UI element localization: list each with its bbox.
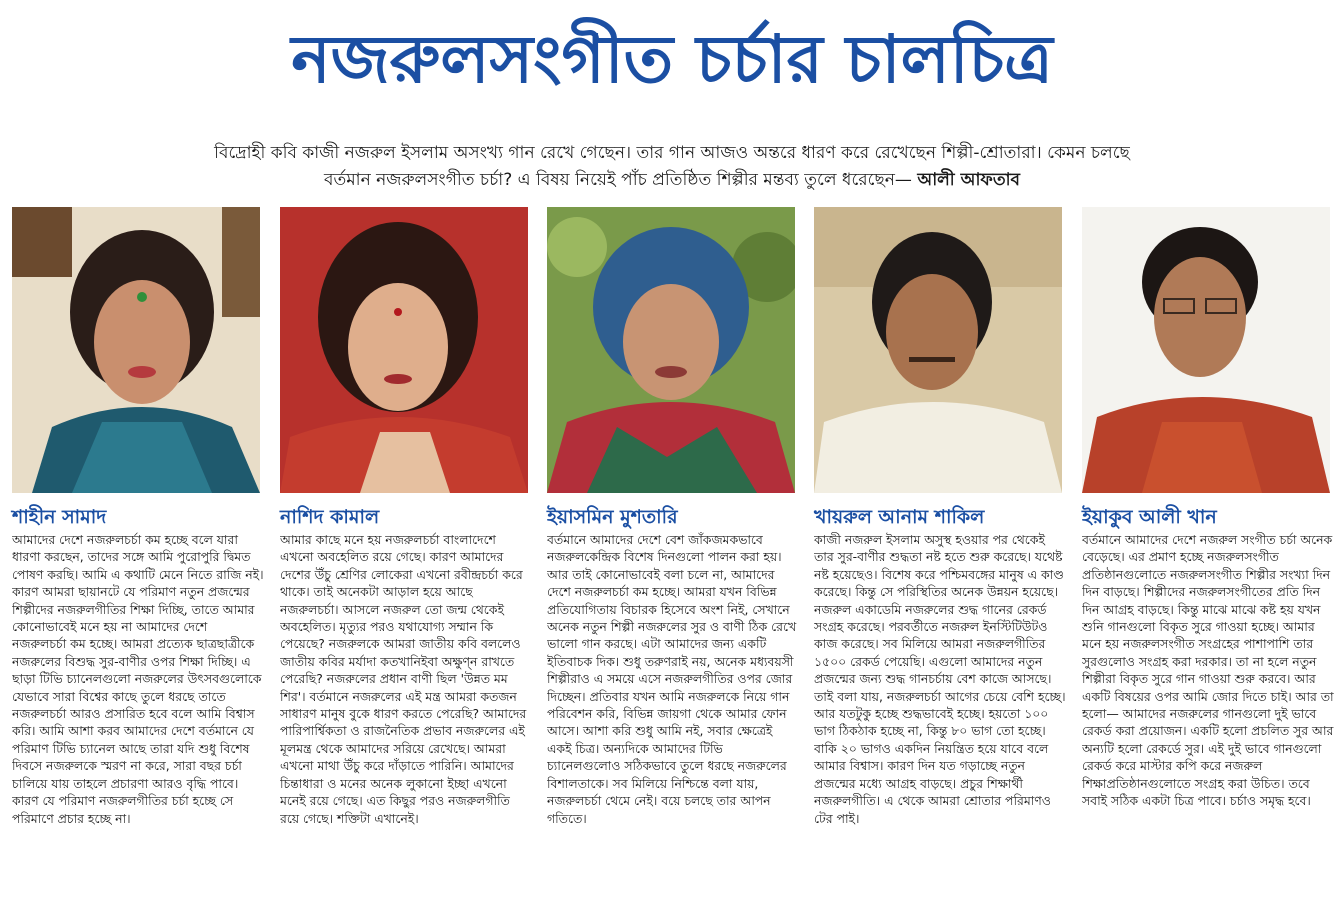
artist-comment-3: বর্তমানে আমাদের দেশে বেশ জাঁকজমকভাবে নজরুলকেন্দ্রিক বিশেষ দিনগুলো পালন করা হয়। আর তাই কোনোভাবেই বলা চলে না, আমাদের দেশে নজরুলচর্চা কম হচ্ছে। আমরা যখন বিভিন্ন প্রতিযোগিতায় বিচারক হিসেবে অংশ নিই, সেখানে অনেক নতুন শিল্পী নজরুলের সুর ও বাণী ঠিক রেখে ভালো গান করছে। এটা আমাদের জন্য একটি ইতিবাচক দিক। শুধু তরুণরাই নয়, অনেক মধ্যবয়সী শিল্পীরাও এ সময়ে এসে নজরুলগীতির ওপর জোর দিচ্ছেন। প্রতিবার যখন আমি নজরুলকে নিয়ে গান পরিবেশন করি, বিভিন্ন জায়গা থেকে আমার ফোন আসে। আশা করি শুধু আমি নই, সবার ক্ষেত্রেই একই চিত্র। অন্যদিকে আমাদের টিভি চ্যানেলগুলোও সঠিকভাবে তুলে ধরছে নজরুলের বিশালতাকে। সব মিলিয়ে নিশ্চিন্তে বলা যায়, নজরুলচর্চা থেমে নেই। বয়ে চলছে তার আপন গতিতে।	[547, 532, 797, 826]
intro-paragraph	[60, 140, 1284, 194]
artist-name-3: ইয়াসমিন মুশতারি	[547, 506, 678, 528]
artist-comment-4: কাজী নজরুল ইসলাম অসুস্থ হওয়ার পর থেকেই তার সুর-বাণীর শুদ্ধতা নষ্ট হতে শুরু করেছে। যথেষ্ট নষ্ট হয়েছেও। বিশেষ করে পশ্চিমবঙ্গের মানুষ এ কাণ্ড করেছে। কিন্তু সে পরিস্থিতির অনেক উন্নয়ন হয়েছে। নজরুল একাডেমি নজরুলের শুদ্ধ গানের রেকর্ড সংগ্রহ করেছে। পরবর্তীতে নজরুল ইনস্টিটিউটও কাজ করেছে। সব মিলিয়ে আমরা নজরুলগীতির ১৫০০ রেকর্ড পেয়েছি। এগুলো আমাদের নতুন প্রজন্মের জন্য শুদ্ধ গানচর্চায় বেশ কাজে আসছে। তাই বলা যায়, নজরুলচর্চা আগের চেয়ে বেশি হচ্ছে। আর যতটুকু হচ্ছে শুদ্ধভাবেই হচ্ছে। হয়তো ১০০ ভাগ ঠিকঠাক হচ্ছে না, কিন্তু ৮০ ভাগ তো হচ্ছে। বাকি ২০ ভাগও একদিন নিয়ন্ত্রিত হয়ে যাবে বলে আমার বিশ্বাস। কারণ দিন যত গড়াচ্ছে নতুন প্রজন্মের মধ্যে আগ্রহ বাড়ছে। প্রচুর শিক্ষার্থী নজরুলগীতি। এ থেকে আমরা শ্রোতার পরিমাণও টের পাই।	[814, 532, 1066, 826]
headline: নজরুলসংগীত চর্চার চালচিত্র	[291, 21, 1053, 98]
artist-photo-4	[814, 207, 1062, 493]
artist-comment-2: আমার কাছে মনে হয় নজরুলচর্চা বাংলাদেশে এখনো অবহেলিত রয়ে গেছে। কারণ আমাদের দেশের উঁচু শ্রেণির লোকেরা এখনো রবীন্দ্রচর্চা করে থাকে। তাই অনেকটা আড়াল হয়ে আছে নজরুলচর্চা। আসলে নজরুল তো জন্ম থেকেই অবহেলিত। মৃত্যুর পরও যথাযোগ্য সম্মান কি পেয়েছে? নজরুলকে আমরা জাতীয় কবি বললেও জাতীয় কবির মর্যাদা কতখানিইবা অক্ষুণ্ন রাখতে পেরেছি? নজরুলের প্রধান বাণী ছিল 'উন্নত মম শির'। বর্তমানে নজরুলের এই মন্ত্র আমরা কতজন সাধারণ মানুষ বুকে ধারণ করতে পেরেছি? আমাদের পারিপার্শ্বিকতা ও রাজনৈতিক প্রভাব নজরুলের এই মূলমন্ত্র থেকে আমাদের সরিয়ে রেখেছে। আমরা এখনো মাথা উঁচু করে দাঁড়াতে পারিনি। আমাদের চিন্তাধারা ও মনের অনেক লুকানো ইচ্ছা এখনো মনেই রয়ে গেছে। এত কিছুর পরও নজরুলগীতি রয়ে গেছে। শক্তিটা এখানেই।	[280, 532, 527, 826]
intro-line-2-text: বর্তমান নজরুলসংগীত চর্চা? এ বিষয় নিয়েই পাঁচ প্রতিষ্ঠিত শিল্পীর মন্তব্য তুলে ধরেছেন—	[324, 170, 912, 190]
artist-name-5: ইয়াকুব আলী খান	[1082, 506, 1217, 528]
intro-line-1: বিদ্রোহী কবি কাজী নজরুল ইসলাম অসংখ্য গান রেখে গেছেন। তার গান আজও অন্তরে ধারণ করে রেখেছেন শিল্পী-শ্রোতারা। কেমন চলছে	[214, 143, 1130, 163]
artist-name-1: শাহীন সামাদ	[12, 506, 107, 528]
author-name: আলী আফতাব	[917, 170, 1020, 190]
artist-photo-2	[280, 207, 528, 493]
artist-photo-1	[12, 207, 260, 493]
artist-photo-5	[1082, 207, 1330, 493]
artist-name-2: নাশিদ কামাল	[280, 506, 380, 528]
intro-line-2	[60, 167, 1284, 194]
artist-comment-1: আমাদের দেশে নজরুলচর্চা কম হচ্ছে বলে যারা ধারণা করছেন, তাদের সঙ্গে আমি পুরোপুরি দ্বিমত পোষণ করছি। আমি এ কথাটি মেনে নিতে রাজি নই। কারণ আমরা ছায়ানটে যে পরিমাণ নতুন প্রজন্মের শিল্পীদের নজরুলগীতির শিক্ষা দিচ্ছি, তাতে আমার কোনোভাবেই মনে হয় না আমাদের দেশে নজরুলচর্চা কম হচ্ছে। আমরা প্রত্যেক ছাত্রছাত্রীকে নজরুলের বিশুদ্ধ সুর-বাণীর ওপর শিক্ষা দিচ্ছি। এ ছাড়া টিভি চ্যানেলগুলো নজরুলের উৎসবগুলোকে যেভাবে সারা বিশ্বের কাছে তুলে ধরছে তাতে নজরুলচর্চা আরও প্রসারিত হবে বলে আমি বিশ্বাস করি। আমি আশা করব আমাদের দেশে বর্তমানে যে পরিমাণ টিভি চ্যানেল আছে তারা যদি শুধু বিশেষ দিবসে নজরুলকে স্মরণ না করে, সারা বছর চর্চা চালিয়ে যায় তাহলে প্রচারণা আরও বৃদ্ধি পাবে। কারণ যে পরিমাণ নজরুলগীতির চর্চা হচ্ছে সে পরিমাণে প্রচার হচ্ছে না।	[12, 532, 264, 826]
artist-photo-3	[547, 207, 795, 493]
artist-name-4: খায়রুল আনাম শাকিল	[814, 506, 985, 528]
artist-comment-5: বর্তমানে আমাদের দেশে নজরুল সংগীত চর্চা অনেক বেড়েছে। এর প্রমাণ হচ্ছে নজরুলসংগীত প্রতিষ্ঠানগুলোতে নজরুলসংগীত শিল্পীর সংখ্যা দিন দিন বাড়ছে। শিল্পীদের নজরুলসংগীতের প্রতি দিন দিন আগ্রহ বাড়ছে। কিন্তু মাঝে মাঝে কষ্ট হয় যখন শুনি গানগুলো বিকৃত সুরে গাওয়া হচ্ছে। আমার মনে হয় নজরুলসংগীত সংগ্রহের পাশাপাশি তার সুরগুলোও সংগ্রহ করা দরকার। তা না হলে নতুন শিল্পীরা বিকৃত সুরে গান গাওয়া শুরু করবে। আর একটি বিষয়ের ওপর আমি জোর দিতে চাই। আর তা হলো— আমাদের নজরুলের গানগুলো দুই ভাবে রেকর্ড করা প্রয়োজন। একটি হলো প্রচলিত সুর আর অন্যটি হলো রেকর্ডে সুর। এই দুই ভাবে গানগুলো রেকর্ড করে মাস্টার কপি করে নজরুল শিক্ষাপ্রতিষ্ঠানগুলোতে সংগ্রহ করা উচিত। তবে সবাই সঠিক একটা চিত্র পাবে। চর্চাও সমৃদ্ধ হবে।	[1082, 532, 1334, 809]
